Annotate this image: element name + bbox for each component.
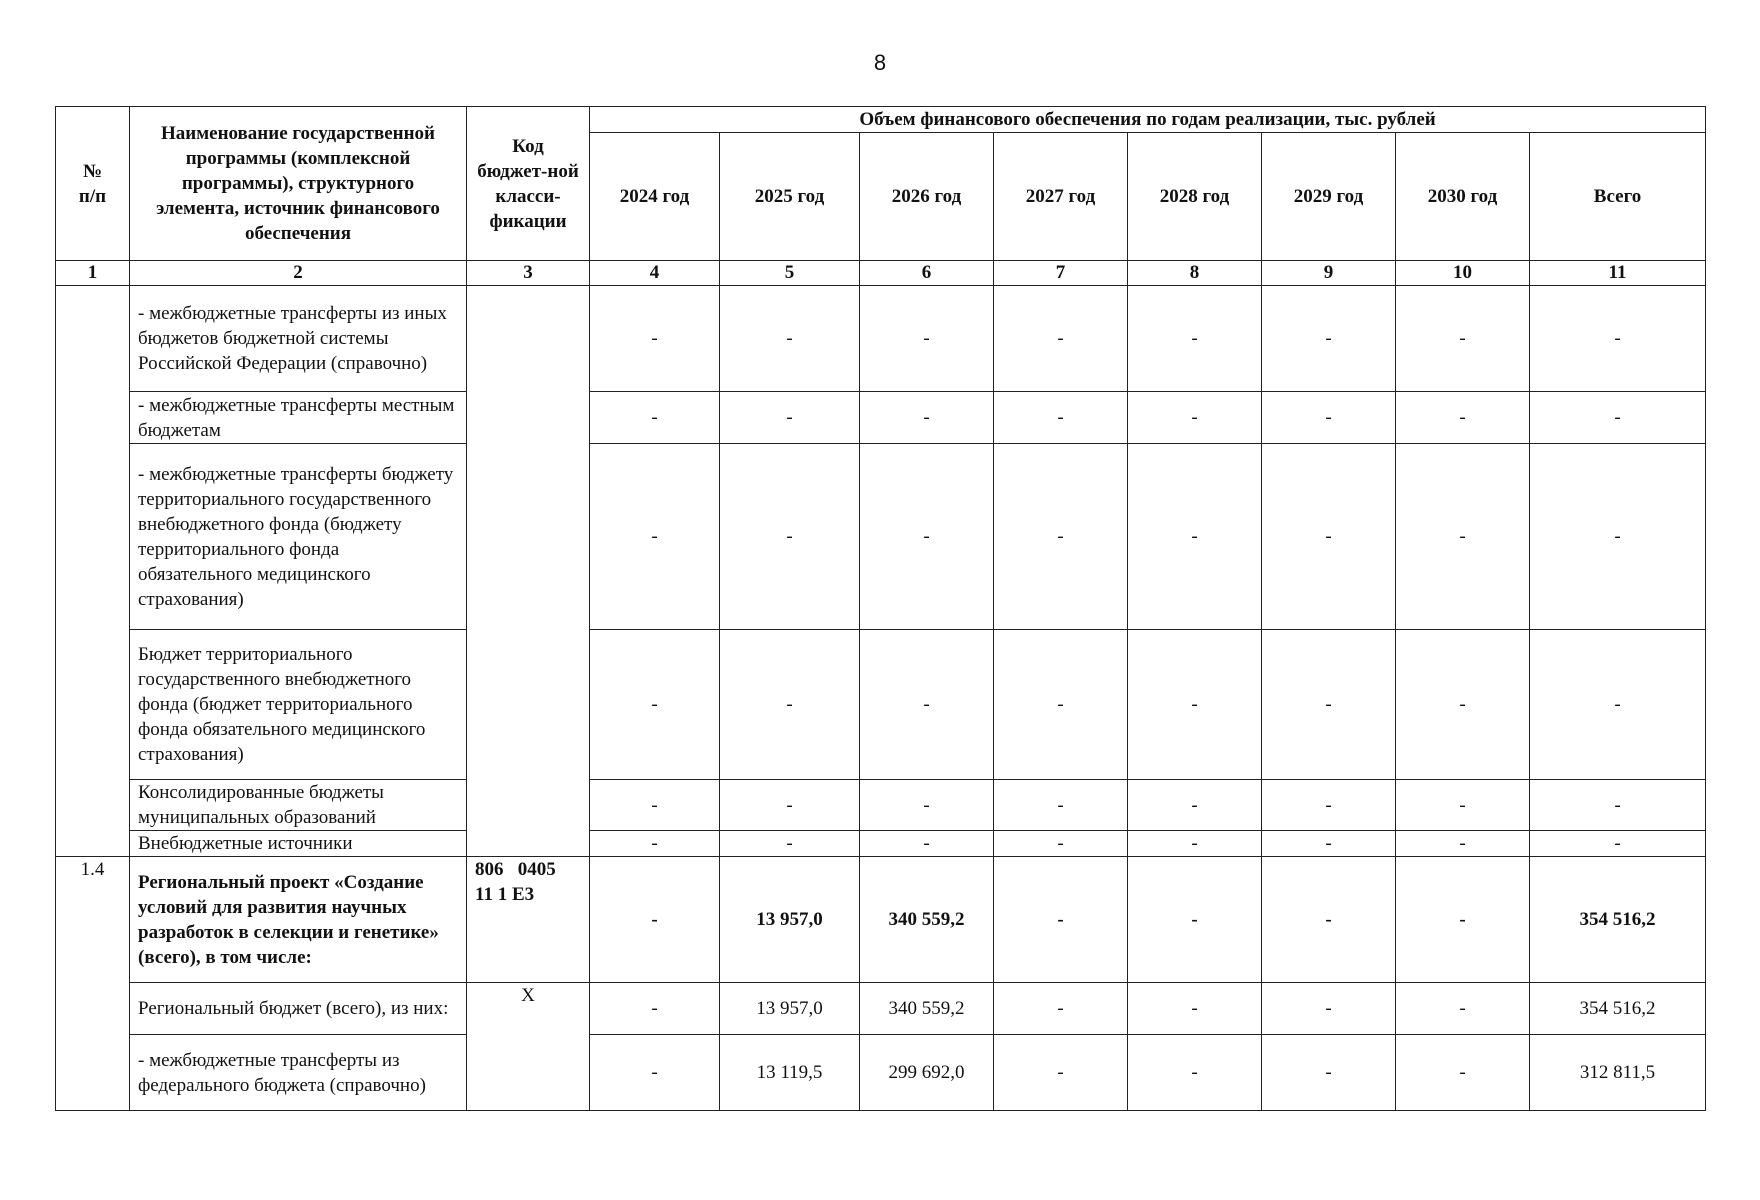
value-cell: - <box>1262 1035 1396 1111</box>
value-cell: - <box>1128 780 1262 831</box>
value-cell: - <box>1128 630 1262 780</box>
value-cell: 299 692,0 <box>860 1035 994 1111</box>
value-cell: - <box>1128 286 1262 392</box>
value-cell: - <box>590 286 720 392</box>
row-name: - межбюджетные трансферты местным бюджетам <box>130 392 467 444</box>
row-name: Внебюджетные источники <box>130 831 467 857</box>
value-cell: - <box>1128 392 1262 444</box>
value-cell: - <box>1262 286 1396 392</box>
value-cell: - <box>994 444 1128 630</box>
value-cell: - <box>1128 444 1262 630</box>
value-cell: - <box>994 1035 1128 1111</box>
row-code <box>467 286 590 857</box>
value-cell: - <box>994 392 1128 444</box>
value-cell: - <box>1396 831 1530 857</box>
value-cell: 354 516,2 <box>1530 983 1706 1035</box>
table-row <box>56 630 1706 780</box>
column-number: 5 <box>720 261 860 286</box>
value-cell: - <box>1128 1035 1262 1111</box>
value-cell: - <box>860 444 994 630</box>
value-cell: - <box>1396 444 1530 630</box>
column-number: 10 <box>1396 261 1530 286</box>
header-year-2026: 2026 год <box>860 133 994 261</box>
header-year-2030: 2030 год <box>1396 133 1530 261</box>
value-cell: - <box>1396 392 1530 444</box>
value-cell: - <box>1128 983 1262 1035</box>
header-year-2024: 2024 год <box>590 133 720 261</box>
value-cell: - <box>1530 831 1706 857</box>
value-cell: - <box>860 392 994 444</box>
table-row <box>56 1035 1706 1111</box>
value-cell: - <box>1396 1035 1530 1111</box>
value-cell: - <box>1530 630 1706 780</box>
value-cell: - <box>720 392 860 444</box>
row-name: Консолидированные бюджеты муниципальных образований <box>130 780 467 831</box>
header-total: Всего <box>1530 133 1706 261</box>
value-cell: - <box>994 983 1128 1035</box>
header-volume: Объем финансового обеспечения по годам реализации, тыс. рублей <box>590 107 1706 133</box>
header-year-2027: 2027 год <box>994 133 1128 261</box>
value-cell: - <box>1396 983 1530 1035</box>
row-name: Региональный бюджет (всего), из них: <box>130 983 467 1035</box>
row-name: - межбюджетные трансферты бюджету территориального государственного внебюджетного фонда (бюджету территориального фонда обязательного медицинского страхования) <box>130 444 467 630</box>
header-year-2029: 2029 год <box>1262 133 1396 261</box>
value-cell: - <box>1128 857 1262 983</box>
page-number: 8 <box>873 50 887 75</box>
value-cell: - <box>1396 857 1530 983</box>
value-cell: - <box>860 780 994 831</box>
value-cell: - <box>994 831 1128 857</box>
financing-table <box>55 106 1706 1111</box>
row-name: - межбюджетные трансферты из иных бюджетов бюджетной системы Российской Федерации (справочно) <box>130 286 467 392</box>
value-cell: - <box>1530 286 1706 392</box>
value-cell: - <box>590 780 720 831</box>
table-row <box>56 444 1706 630</box>
value-cell: 13 119,5 <box>720 1035 860 1111</box>
value-cell: - <box>1396 780 1530 831</box>
header-year-2025: 2025 год <box>720 133 860 261</box>
header-year-2028: 2028 год <box>1128 133 1262 261</box>
value-cell: - <box>590 983 720 1035</box>
value-cell: - <box>1262 857 1396 983</box>
value-cell: 340 559,2 <box>860 983 994 1035</box>
value-cell: - <box>1396 286 1530 392</box>
value-cell: - <box>590 857 720 983</box>
value-cell: - <box>994 780 1128 831</box>
value-cell: - <box>994 286 1128 392</box>
table-row <box>56 780 1706 831</box>
row-number: 1.4 <box>56 857 130 1111</box>
value-cell: - <box>720 286 860 392</box>
value-cell: 13 957,0 <box>720 983 860 1035</box>
value-cell: 340 559,2 <box>860 857 994 983</box>
column-number: 6 <box>860 261 994 286</box>
value-cell: - <box>1396 630 1530 780</box>
value-cell: - <box>1530 444 1706 630</box>
table-row <box>56 857 1706 983</box>
value-cell: 13 957,0 <box>720 857 860 983</box>
column-number: 1 <box>56 261 130 286</box>
row-name: Бюджет территориального государственного внебюджетного фонда (бюджет территориального фонда обязательного медицинского страхования) <box>130 630 467 780</box>
value-cell: - <box>994 857 1128 983</box>
column-number: 4 <box>590 261 720 286</box>
value-cell: - <box>1262 780 1396 831</box>
row-name: - межбюджетные трансферты из федерального бюджета (справочно) <box>130 1035 467 1111</box>
value-cell: - <box>590 630 720 780</box>
value-cell: - <box>860 831 994 857</box>
value-cell: - <box>590 1035 720 1111</box>
value-cell: - <box>720 444 860 630</box>
value-cell: - <box>1530 780 1706 831</box>
row-number <box>56 286 130 857</box>
value-cell: - <box>1128 831 1262 857</box>
table-row <box>56 831 1706 857</box>
value-cell: - <box>590 444 720 630</box>
header-row-1 <box>56 107 1706 133</box>
value-cell: - <box>994 630 1128 780</box>
value-cell: - <box>1530 392 1706 444</box>
value-cell: - <box>720 630 860 780</box>
header-num: № п/п <box>56 107 130 261</box>
value-cell: - <box>1262 630 1396 780</box>
column-number: 9 <box>1262 261 1396 286</box>
column-number: 7 <box>994 261 1128 286</box>
value-cell: - <box>1262 392 1396 444</box>
value-cell: - <box>1262 831 1396 857</box>
value-cell: - <box>590 392 720 444</box>
header-name: Наименование государственной программы (комплексной программы), структурного элемента, источник финансового обеспечения <box>130 107 467 261</box>
column-number: 11 <box>1530 261 1706 286</box>
row-name: Региональный проект «Создание условий для развития научных разработок в селекции и генетике» (всего), в том числе: <box>130 857 467 983</box>
value-cell: - <box>720 831 860 857</box>
column-number: 8 <box>1128 261 1262 286</box>
value-cell: - <box>590 831 720 857</box>
column-number: 3 <box>467 261 590 286</box>
value-cell: - <box>720 780 860 831</box>
value-cell: - <box>1262 444 1396 630</box>
value-cell: - <box>1262 983 1396 1035</box>
column-number-row <box>56 261 1706 286</box>
table-row <box>56 286 1706 392</box>
value-cell: 312 811,5 <box>1530 1035 1706 1111</box>
row-code: X <box>467 983 590 1111</box>
value-cell: - <box>860 630 994 780</box>
row-code: 806 0405 11 1 Е3 <box>467 857 590 983</box>
table-row <box>56 392 1706 444</box>
table-row <box>56 983 1706 1035</box>
value-cell: - <box>860 286 994 392</box>
column-number: 2 <box>130 261 467 286</box>
value-cell: 354 516,2 <box>1530 857 1706 983</box>
header-code: Код бюджет-ной класси-фикации <box>467 107 590 261</box>
